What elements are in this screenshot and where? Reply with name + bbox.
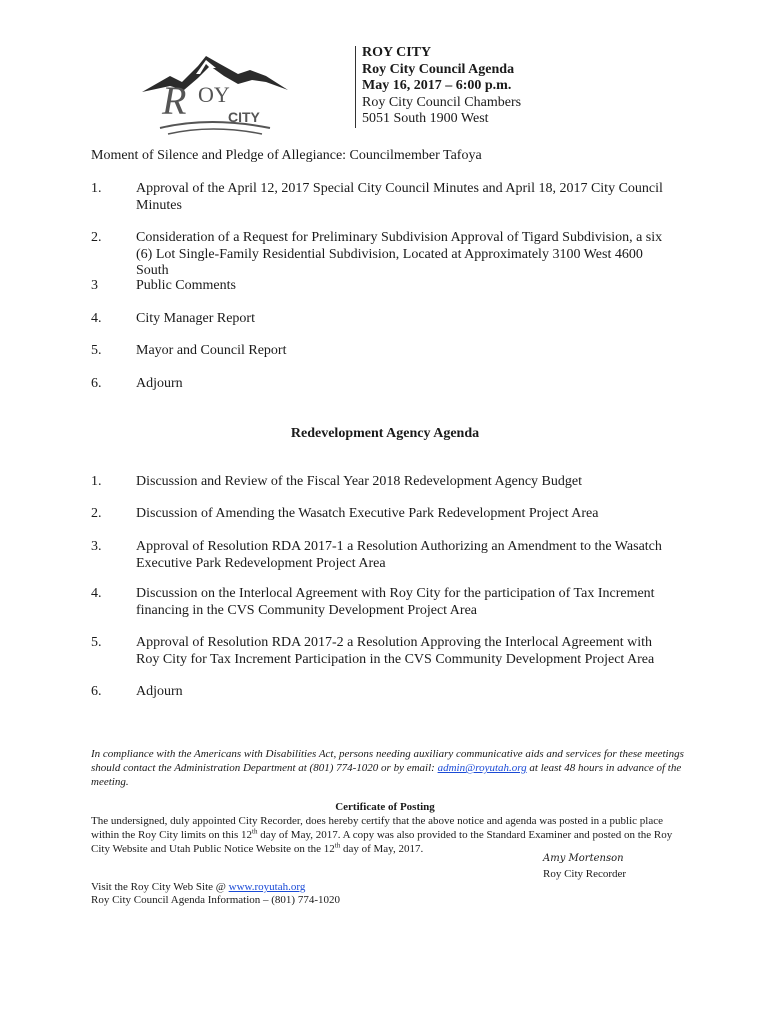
cert-sup-2: th: [334, 841, 341, 850]
item-text: Mayor and Council Report: [136, 343, 287, 358]
item-text: Approval of the April 12, 2017 Special City Council Minutes and April 18, 2017 City Council Minutes: [136, 181, 663, 213]
item-number: 4.: [91, 586, 102, 601]
footer-info: Roy City Council Agenda Information – (801) 774-1020: [91, 894, 340, 906]
cert-part-3: day of May, 2017.: [340, 843, 424, 855]
header-date-time: May 16, 2017 – 6:00 p.m.: [362, 78, 512, 93]
footer-website-label: Visit the Roy City Web Site @: [91, 881, 229, 893]
item-text: Approval of Resolution RDA 2017-2 a Resolution Approving the Interlocal Agreement with Roy City for Tax Increment Participation in the CVS Community Development Project Area: [136, 635, 655, 667]
cert-part-2: day of May, 2017. A copy was also provided to the Standard Examiner and posted on the Roy City Website and Utah Public Notice Website on the 12: [91, 829, 673, 855]
certificate-title: Certificate of Posting: [335, 801, 435, 813]
header-city: ROY CITY: [362, 45, 432, 60]
logo-word-city: CITY: [228, 109, 260, 125]
item-text: Adjourn: [136, 376, 183, 391]
footer: [91, 881, 340, 907]
item-number: 1.: [91, 474, 102, 489]
ada-notice: [91, 747, 691, 789]
cert-part-1: The undersigned, duly appointed City Recorder, does hereby certify that the above notice and agenda was posted in a public place within the Roy City limits on this 12: [91, 815, 663, 841]
header-divider: [355, 46, 356, 128]
item-number: 3.: [91, 539, 102, 554]
recorder-title: Roy City Recorder: [543, 868, 627, 880]
item-number: 3: [91, 278, 98, 293]
item-text: Approval of Resolution RDA 2017-1 a Resolution Authorizing an Amendment to the Wasatch Executive Park Redevelopment Project Area: [136, 539, 662, 571]
logo-letter-r: R: [162, 78, 187, 123]
ada-text-after: at least 48 hours in advance of the meeting.: [91, 762, 682, 788]
item-number: 2.: [91, 506, 102, 521]
footer-website-line: [91, 881, 340, 894]
agenda-header: [362, 45, 521, 128]
cert-sup-1: th: [252, 827, 258, 836]
item-text: Public Comments: [136, 278, 236, 293]
item-number: 6.: [91, 376, 102, 391]
item-number: 2.: [91, 230, 102, 245]
header-location: Roy City Council Chambers: [362, 94, 522, 110]
rda-agenda-title: Redevelopment Agency Agenda: [290, 426, 480, 441]
item-number: 6.: [91, 684, 102, 699]
item-number: 1.: [91, 181, 102, 196]
ada-text-before: In compliance with the Americans with Disabilities Act, persons needing auxiliary communicative aids and services for these meetings should contact the Administration Department at (801) 774-1020 or by email:: [91, 748, 684, 774]
footer-website-link[interactable]: www.royutah.org: [228, 881, 306, 893]
item-text: Consideration of a Request for Preliminary Subdivision Approval of Tigard Subdivision, a six (6) Lot Single-Family Residential Subdivision, Located at Approximately 3100 West 4600 South: [136, 230, 663, 278]
item-text: Discussion of Amending the Wasatch Executive Park Redevelopment Project Area: [136, 506, 599, 521]
recorder-signature: Amy Mortenson: [543, 853, 624, 864]
item-text: City Manager Report: [136, 311, 255, 326]
roy-city-logo: [140, 52, 290, 142]
ada-email-link[interactable]: admin@royutah.org: [437, 762, 527, 774]
logo-word-oy: OY: [198, 82, 230, 107]
item-text: Discussion on the Interlocal Agreement with Roy City for the participation of Tax Increment financing in the CVS Community Development Project Area: [136, 586, 655, 618]
certificate-body: [91, 814, 691, 856]
item-text: Discussion and Review of the Fiscal Year 2018 Redevelopment Agency Budget: [136, 474, 582, 489]
moment-of-silence: Moment of Silence and Pledge of Allegiance: Councilmember Tafoya: [91, 148, 482, 163]
header-agenda-title: Roy City Council Agenda: [362, 61, 515, 77]
item-number: 5.: [91, 343, 102, 358]
item-text: Adjourn: [136, 684, 183, 699]
item-number: 4.: [91, 311, 102, 326]
item-number: 5.: [91, 635, 102, 650]
header-address: 5051 South 1900 West: [362, 111, 489, 126]
